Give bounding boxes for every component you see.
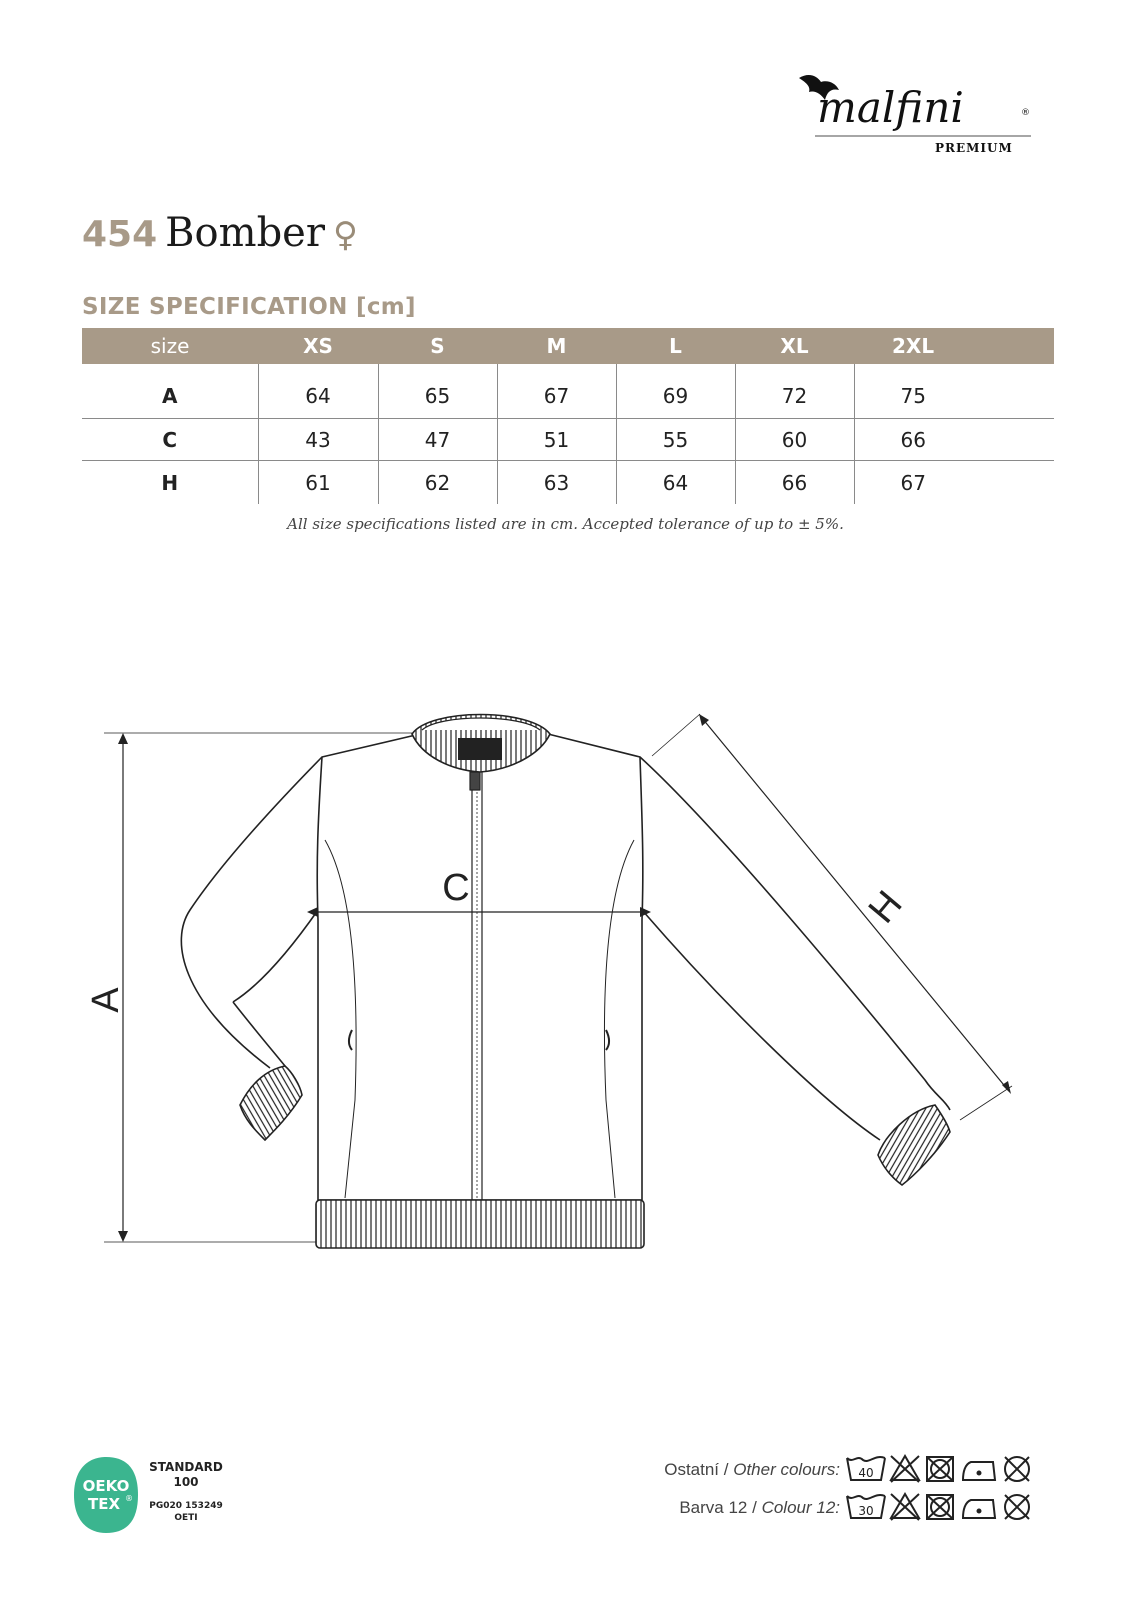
care-symbols-colour bbox=[845, 1488, 1045, 1528]
care-label-colour: Barva 12 / Colour 12: bbox=[679, 1498, 840, 1517]
header-s: S bbox=[378, 328, 497, 364]
registered-mark: ® bbox=[1021, 108, 1030, 118]
size-table bbox=[82, 328, 1054, 504]
female-symbol-icon: ♀ bbox=[332, 215, 358, 255]
table-cell: 75 bbox=[854, 364, 1054, 419]
brand-wordmark: malfini bbox=[817, 83, 964, 132]
standard-number: 100 bbox=[173, 1475, 199, 1489]
brand-premium: PREMIUM bbox=[935, 141, 1013, 155]
care-label-other: Ostatní / Other colours: bbox=[664, 1460, 840, 1479]
table-cell: 72 bbox=[735, 364, 854, 419]
care-symbols-other bbox=[845, 1450, 1045, 1490]
dimension-h bbox=[652, 714, 1012, 1120]
no-bleach-icon bbox=[891, 1456, 919, 1482]
hem-rib bbox=[316, 1200, 644, 1248]
svg-text:30: 30 bbox=[858, 1504, 874, 1518]
table-cell: 69 bbox=[616, 364, 735, 419]
table-cell: 62 bbox=[378, 461, 497, 505]
cert-inst: OETI bbox=[174, 1513, 198, 1523]
table-cell: 47 bbox=[378, 419, 497, 461]
table-cell: 55 bbox=[616, 419, 735, 461]
product-code: 454 bbox=[82, 214, 158, 255]
svg-text:OEKO: OEKO bbox=[82, 1477, 130, 1495]
header-m: M bbox=[497, 328, 616, 364]
jacket-diagram bbox=[0, 700, 1131, 1300]
right-cuff-rib bbox=[878, 1105, 950, 1185]
malfini-logo bbox=[795, 70, 1060, 162]
cert-code: PG020 153249 bbox=[149, 1501, 223, 1511]
row-label: H bbox=[82, 461, 258, 505]
label-h: H bbox=[860, 883, 911, 932]
header-2xl: 2XL bbox=[854, 328, 1054, 364]
table-row bbox=[82, 364, 1054, 419]
table-cell: 64 bbox=[616, 461, 735, 505]
dimension-c bbox=[307, 907, 651, 917]
no-bleach-icon bbox=[891, 1494, 919, 1520]
table-cell: 60 bbox=[735, 419, 854, 461]
standard-label: STANDARD bbox=[149, 1460, 223, 1474]
spec-heading: SIZE SPECIFICATION [cm] bbox=[82, 294, 416, 320]
table-cell: 43 bbox=[258, 419, 378, 461]
product-name: Bomber bbox=[165, 210, 325, 256]
table-header-row bbox=[82, 328, 1054, 364]
table-cell: 51 bbox=[497, 419, 616, 461]
neck-label bbox=[458, 738, 502, 760]
table-row bbox=[82, 461, 1054, 505]
table-cell: 66 bbox=[854, 419, 1054, 461]
jacket-outline bbox=[181, 734, 950, 1248]
product-title bbox=[82, 210, 358, 270]
svg-text:TEX: TEX bbox=[87, 1495, 121, 1513]
dimension-a bbox=[104, 733, 412, 1242]
label-c: C bbox=[442, 867, 470, 909]
left-cuff-rib bbox=[240, 1066, 302, 1140]
header-xl: XL bbox=[735, 328, 854, 364]
row-label: C bbox=[82, 419, 258, 461]
row-label: A bbox=[162, 384, 178, 408]
table-cell: 66 bbox=[735, 461, 854, 505]
label-a: A bbox=[85, 987, 127, 1013]
header-size: size bbox=[82, 328, 258, 364]
svg-text:40: 40 bbox=[858, 1466, 874, 1480]
table-cell: 64 bbox=[258, 364, 378, 419]
table-row bbox=[82, 419, 1054, 461]
header-l: L bbox=[616, 328, 735, 364]
table-cell: 67 bbox=[854, 461, 1054, 505]
svg-text:®: ® bbox=[125, 1494, 133, 1503]
table-cell: 63 bbox=[497, 461, 616, 505]
oeko-tex-badge bbox=[70, 1455, 250, 1535]
tolerance-note: All size specifications listed are in cm. Accepted tolerance of up to ± 5%. bbox=[287, 515, 844, 533]
care-instructions bbox=[640, 1460, 1080, 1550]
table-cell: 67 bbox=[497, 364, 616, 419]
table-cell: 61 bbox=[258, 461, 378, 505]
table-cell: 65 bbox=[378, 364, 497, 419]
header-xs: XS bbox=[258, 328, 378, 364]
